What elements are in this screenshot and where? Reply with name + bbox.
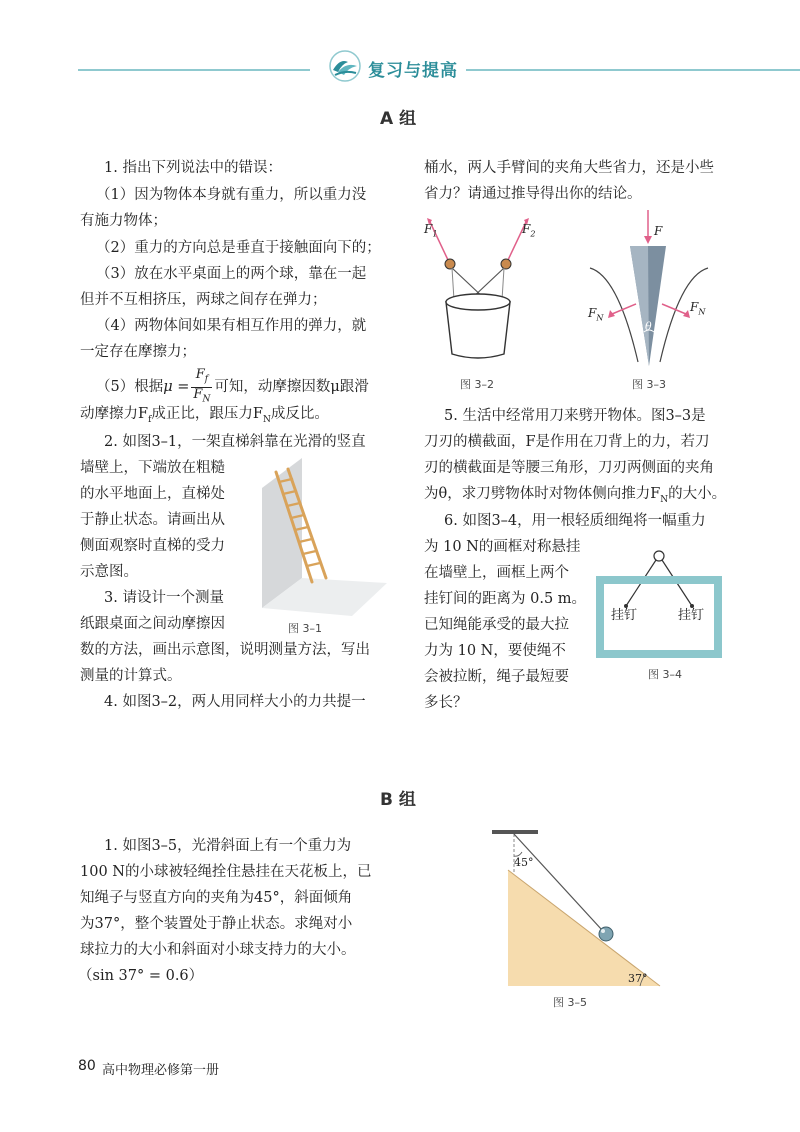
a-q2-4: 于静止状态。请画出从 <box>80 512 225 528</box>
figure-3-2-f2-label: $F_2$ <box>522 222 536 239</box>
a-q5-4: 为θ，求刀劈物体时对物体侧向推力$F_N$的大小。 <box>424 486 727 505</box>
a-q4-2: 桶水，两人手臂间的夹角大些省力，还是小些 <box>424 160 714 176</box>
a-q1-5b: 动摩擦力$F_f$成正比，跟压力$F_N$成反比。 <box>80 406 329 425</box>
b-q1-4: 为37°，整个装置处于静止状态。求绳对小 <box>80 916 353 932</box>
a-q1-5a <box>96 368 369 406</box>
figure-3-5-incline <box>488 826 664 990</box>
b-q1-6: （sin 37° = 0.6） <box>78 968 204 984</box>
figure-3-4-nail-right: 挂钉 <box>678 608 705 623</box>
figure-3-5-caption: 图 3–5 <box>553 996 587 1009</box>
a-q1-5-mu: μ = <box>163 379 190 396</box>
a-q1-5-post: 可知，动摩擦因数μ跟滑 <box>214 379 369 396</box>
a-q3-1: 3. 请设计一个测量 <box>104 590 224 606</box>
a-q2-3: 的水平地面上，直梯处 <box>80 486 225 502</box>
header-rule-right <box>466 69 800 71</box>
header-rule-left <box>78 69 310 71</box>
a-q1-intro: 1. 指出下列说法中的错误： <box>104 160 282 176</box>
figure-3-3-f-label: F <box>654 224 663 238</box>
figure-3-4-caption: 图 3–4 <box>648 668 682 681</box>
a-q2-6: 示意图。 <box>80 564 138 580</box>
a-q1-1a: （1）因为物体本身就有重力，所以重力没 <box>96 187 367 203</box>
a-q5-2: 刀刃的横截面，F是作用在刀背上的力，若刀 <box>424 434 710 450</box>
a-q2-5: 侧面观察时直梯的受力 <box>80 538 225 554</box>
a-q1-3b: 但并不互相挤压，两球之间存在弹力； <box>80 292 327 308</box>
a-q6-4: 挂钉间的距离为 0.5 m。 <box>424 591 587 607</box>
group-b-title: B 组 <box>380 790 416 810</box>
a-q1-4a: （4）两物体间如果有相互作用的弹力，就 <box>96 318 367 334</box>
figure-3-5-angle-bottom: 37° <box>628 972 648 985</box>
a-q1-5-pre: （5）根据 <box>96 379 164 396</box>
a-q6-1: 6. 如图3–4，用一根轻质细绳将一幅重力 <box>444 513 706 529</box>
a-q3-4: 测量的计算式。 <box>80 668 182 684</box>
a-q6-6: 力为 10 N，要使绳不 <box>424 643 566 659</box>
figure-3-3-theta-label: θ <box>645 320 652 333</box>
a-q5-3: 刃的横截面是等腰三角形，刀刃两侧面的夹角 <box>424 460 714 476</box>
a-q6-7: 会被拉断，绳子最短要 <box>424 669 569 685</box>
page-number: 80 <box>78 1058 96 1074</box>
a-q3-3: 数的方法，画出示意图，说明测量方法，写出 <box>80 642 370 658</box>
a-q6-3: 在墙壁上，画框上两个 <box>424 565 569 581</box>
a-q3-2: 纸跟桌面之间动摩擦因 <box>80 616 225 632</box>
a-q2-2: 墙壁上，下端放在粗糙 <box>80 460 225 476</box>
a-q6-5: 已知绳能承受的最大拉 <box>424 617 569 633</box>
figure-3-3-fn-left-label: $F_N$ <box>588 306 604 323</box>
figure-3-4-frame <box>596 546 722 658</box>
a-q1-4b: 一定存在摩擦力； <box>80 344 196 360</box>
a-q6-2: 为 10 N的画框对称悬挂 <box>424 539 581 555</box>
figure-3-5-angle-top: 45° <box>514 856 534 869</box>
figure-3-3-caption: 图 3–3 <box>632 378 666 391</box>
header-logo-icon <box>326 50 364 82</box>
figure-3-1-caption: 图 3–1 <box>288 622 322 635</box>
book-title: 高中物理必修第一册 <box>102 1063 220 1078</box>
figure-3-3-blade <box>584 206 714 370</box>
a-q1-5-fraction: $\frac{F_f}{F_N}$ <box>193 367 211 405</box>
a-q1-2: （2）重力的方向总是垂直于接触面向下的； <box>96 240 381 256</box>
figure-3-1-ladder <box>252 458 392 618</box>
group-a-title: A 组 <box>380 109 417 129</box>
a-q1-1b: 有施力物体； <box>80 213 167 229</box>
figure-3-2-bucket <box>424 216 532 366</box>
b-q1-1: 1. 如图3–5，光滑斜面上有一个重力为 <box>104 838 352 854</box>
figure-3-2-caption: 图 3–2 <box>460 378 494 391</box>
figure-3-4-nail-left: 挂钉 <box>611 608 638 623</box>
header-title: 复习与提高 <box>368 61 458 81</box>
b-q1-2: 100 N的小球被轻绳拴住悬挂在天花板上，已 <box>80 864 372 880</box>
b-q1-5: 球拉力的大小和斜面对小球支持力的大小。 <box>80 942 356 958</box>
a-q4-1: 4. 如图3–2，两人用同样大小的力共提一 <box>104 694 366 710</box>
figure-3-2-f1-label: $F_1$ <box>424 222 438 239</box>
a-q2-1: 2. 如图3–1，一架直梯斜靠在光滑的竖直 <box>104 434 366 450</box>
figure-3-3-fn-right-label: $F_N$ <box>690 300 706 317</box>
a-q6-8: 多长？ <box>424 695 468 711</box>
a-q5-1: 5. 生活中经常用刀来劈开物体。图3–3是 <box>444 408 706 424</box>
a-q1-3a: （3）放在水平桌面上的两个球，靠在一起 <box>96 266 367 282</box>
b-q1-3: 知绳子与竖直方向的夹角为45°，斜面倾角 <box>80 890 353 906</box>
a-q4-3: 省力？请通过推导得出你的结论。 <box>424 186 642 202</box>
